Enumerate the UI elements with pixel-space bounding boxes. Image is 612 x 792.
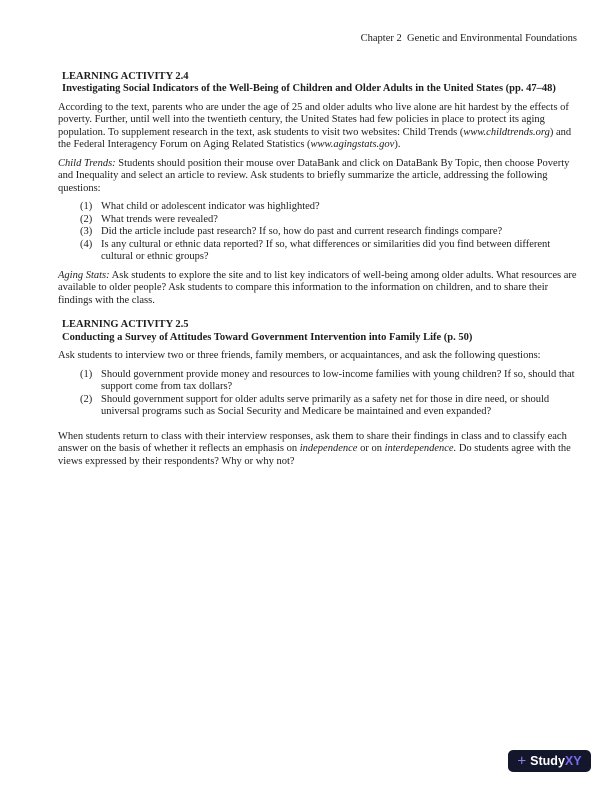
closing-text-segment: Do students agree with the views expressed by their respondents? Why or why not? (58, 443, 571, 467)
list-item-text: Is any cultural or ethnic data reported? If so, what differences or similarities did you find between different cultural or ethnic groups? (101, 238, 551, 262)
list-item-text: Should government support for older adults serve primarily as a safety net for those in dire need, or should universal programs such as Social Security and Medicare be maintained and even expanded? (101, 393, 550, 417)
plus-icon: + (517, 752, 527, 769)
activity-2-4-heading (62, 71, 577, 96)
interdependence-emphasis: interdependence. (384, 443, 457, 454)
list-item-number: (2) (80, 213, 93, 225)
list-item-text: Should government provide money and resources to low-income families with young children? If so, should that support come from tax dollars? (101, 368, 575, 392)
list-item (80, 226, 577, 239)
activity-2-5-heading (62, 319, 577, 344)
agingstats-url-text: www.agingstats.gov (310, 139, 395, 150)
studyxy-logo-badge[interactable] (508, 750, 591, 772)
logo-brand-study: Study (530, 753, 565, 768)
closing-text-segment: When students return to class with their interview responses, ask them to share their findings in class and to classify each answer on the basis of whether it reflects an emphasis on (58, 430, 567, 454)
child-trends-paragraph (58, 158, 577, 196)
childtrends-url-text: www.childtrends.org (463, 126, 550, 138)
list-item-number: (1) (80, 201, 93, 212)
list-item-number: (2) (80, 393, 93, 405)
activity-2-5-title: LEARNING ACTIVITY 2.5 (62, 319, 189, 330)
activity-2-4-question-list (80, 201, 577, 264)
activity-2-4-intro-paragraph (58, 102, 577, 152)
activity-2-5-question-list (80, 369, 577, 419)
list-item-number: (4) (80, 238, 93, 250)
activity-2-5-subtitle: Conducting a Survey of Attitudes Toward Government Intervention into Family Life (p. 50) (62, 331, 473, 343)
intro-text-segment: ) and the Federal Interagency Forum on Aging Related Statistics ( (58, 126, 572, 150)
child-trends-label: Child Trends: (58, 157, 116, 169)
closing-text-segment: or on (357, 443, 385, 454)
intro-text-segment: ). (394, 139, 401, 150)
activity-2-5-intro-paragraph: Ask students to interview two or three friends, family members, or acquaintances, and ask the following questions: (58, 350, 541, 361)
activity-2-5-closing-paragraph (58, 431, 577, 469)
list-item-text: Did the article include past research? If so, how do past and current research findings compare? (101, 226, 503, 237)
aging-stats-label: Aging Stats: (58, 269, 110, 281)
list-item (80, 239, 577, 264)
list-item (80, 369, 577, 394)
intro-text-segment: According to the text, parents who are under the age of 25 and older adults who live alone are hit hardest by the effects of poverty. Further, until well into the twentieth century, the United States had few policies in place to protect its aging population. To supplement research in the text, ask students to visit two websites: Child Trends ( (58, 101, 569, 138)
independence-emphasis: independence (299, 443, 358, 454)
list-item-text: What trends were revealed? (101, 213, 218, 225)
child-trends-text: Students should position their mouse over DataBank and click on DataBank By Topic, then choose Poverty and Inequality and select an article to review. Ask students to briefly summarize the article, addressing the following questions: (58, 157, 570, 194)
activity-2-4-subtitle: Investigating Social Indicators of the Well-Being of Children and Older Adults in the United States (pp. 47–48) (62, 83, 556, 94)
aging-stats-text: Ask students to explore the site and to list key indicators of well-being among older adults. What resources are available to older people? Ask students to compare this information to the information on children, and to share their findings with the class. (58, 269, 577, 306)
activity-2-4-title: LEARNING ACTIVITY 2.4 (62, 70, 189, 82)
list-item-number: (3) (80, 226, 93, 237)
aging-stats-paragraph (58, 270, 577, 308)
list-item-number: (1) (80, 368, 93, 380)
logo-brand-xy: XY (564, 753, 582, 768)
list-item (80, 394, 577, 419)
list-item-text: What child or adolescent indicator was highlighted? (101, 201, 320, 212)
list-item (80, 201, 577, 214)
page-header-chapter: Chapter 2 Genetic and Environmental Foundations (360, 33, 577, 44)
list-item (80, 214, 577, 227)
